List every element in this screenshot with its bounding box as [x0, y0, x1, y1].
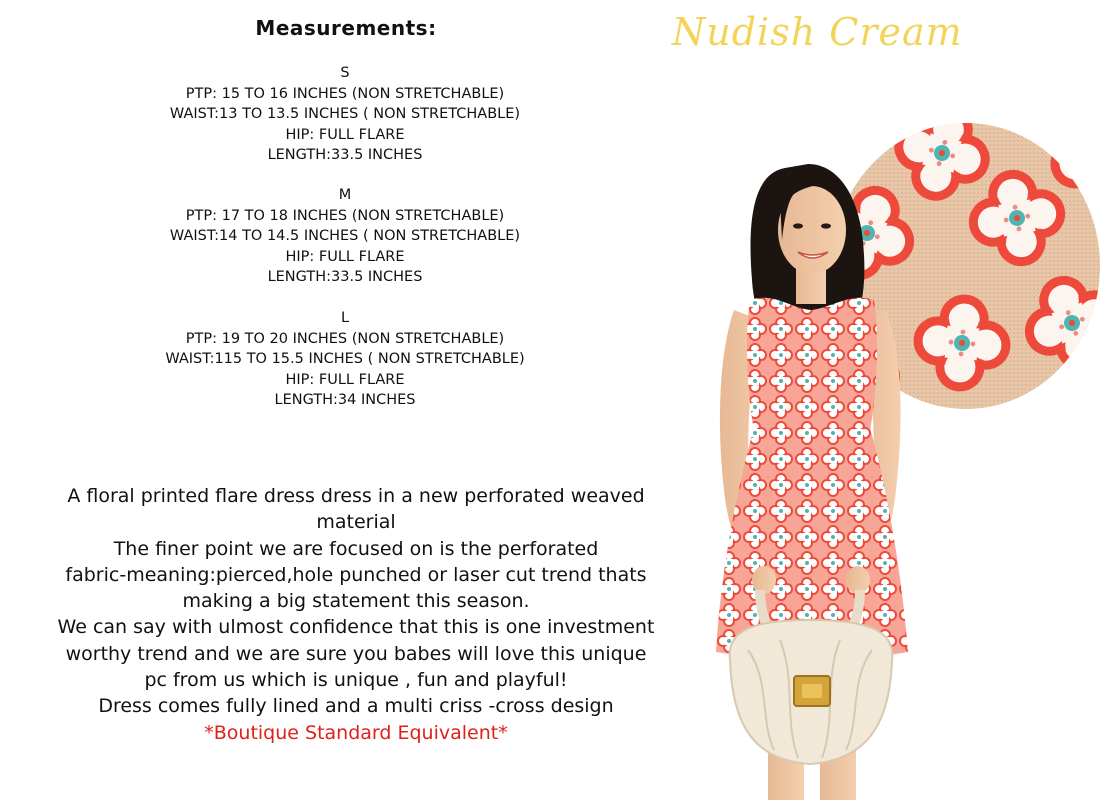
hip-text: HIP: FULL FLARE	[285, 248, 405, 265]
length-text: LENGTH:34 INCHES	[274, 392, 416, 408]
description-line: The finer point we are focused on is the perforated	[113, 537, 599, 560]
length-text: LENGTH:33.5 INCHES	[267, 147, 423, 163]
size-block-m	[130, 185, 560, 288]
length-text: LENGTH:33.5 INCHES	[267, 269, 423, 285]
waist-text: WAIST:115 TO 15.5 INCHES ( NON STRETCHABLE)	[165, 351, 525, 367]
product-description	[10, 483, 702, 746]
description-line: worthy trend and we are sure you babes will love this unique	[65, 642, 647, 665]
hip-text: HIP: FULL FLARE	[285, 126, 405, 143]
size-block-l	[130, 308, 560, 411]
ptp-text: PTP: 15 TO 16 INCHES (NON STRETCHABLE)	[185, 85, 505, 102]
size-label: M	[338, 187, 352, 203]
ptp-text: PTP: 17 TO 18 INCHES (NON STRETCHABLE)	[185, 207, 505, 224]
description-line: We can say with ulmost confidence that this is one investment	[57, 616, 655, 639]
size-label: S	[340, 65, 350, 81]
boutique-standard-note: *Boutique Standard Equivalent*	[204, 721, 508, 744]
description-line: A floral printed flare dress dress in a new perforated weaved	[67, 485, 645, 507]
description-line: material	[316, 511, 396, 534]
description-line: fabric-meaning:pierced,hole punched or laser cut trend thats	[65, 563, 647, 586]
hip-text: HIP: FULL FLARE	[285, 371, 405, 388]
size-block-s	[130, 63, 560, 166]
description-line: Dress comes fully lined and a multi criss -cross design	[98, 695, 614, 718]
size-label: L	[340, 310, 350, 326]
measurements-title: Measurements:	[255, 16, 437, 40]
model-photo	[690, 160, 930, 800]
waist-text: WAIST:14 TO 14.5 INCHES ( NON STRETCHABLE)	[169, 228, 521, 244]
description-line: pc from us which is unique , fun and playful!	[144, 669, 568, 692]
brand-logo: Nudish Cream	[672, 10, 963, 54]
waist-text: WAIST:13 TO 13.5 INCHES ( NON STRETCHABLE)	[169, 106, 521, 122]
ptp-text: PTP: 19 TO 20 INCHES (NON STRETCHABLE)	[185, 330, 505, 347]
description-line: making a big statement this season.	[182, 590, 530, 613]
